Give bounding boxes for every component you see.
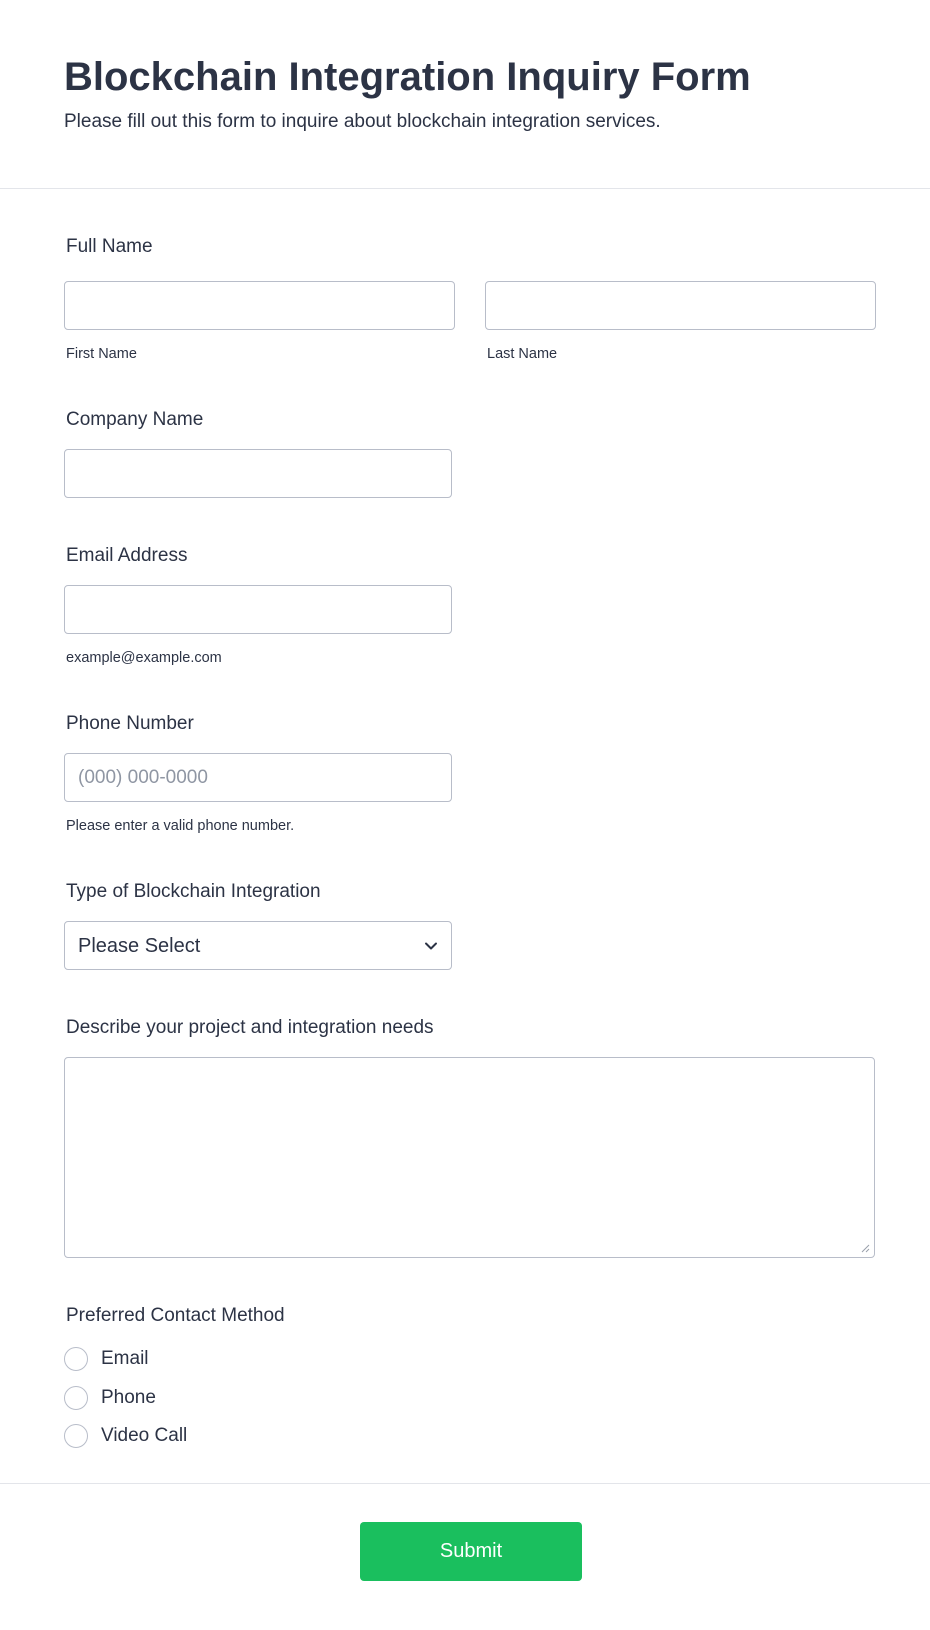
footer-divider <box>0 1483 930 1484</box>
form-header <box>0 0 930 189</box>
radio-label-email: Email <box>101 1348 149 1369</box>
phone-input[interactable] <box>64 753 452 802</box>
email-label: Email Address <box>66 545 188 566</box>
chevron-down-icon <box>424 939 438 953</box>
radio-option-video-call[interactable] <box>64 1423 364 1449</box>
phone-sublabel: Please enter a valid phone number. <box>66 818 295 834</box>
radio-label-video-call: Video Call <box>101 1425 188 1446</box>
form-title: Blockchain Integration Inquiry Form <box>64 55 751 99</box>
form-subtitle: Please fill out this form to inquire about blockchain integration services. <box>64 111 661 132</box>
submit-button[interactable]: Submit <box>360 1522 582 1581</box>
last-name-sublabel: Last Name <box>487 346 558 362</box>
company-name-input[interactable] <box>64 449 452 498</box>
email-sublabel: example@example.com <box>66 650 222 666</box>
radio-option-email[interactable] <box>64 1346 364 1372</box>
first-name-sublabel: First Name <box>66 346 137 362</box>
integration-type-select[interactable] <box>64 921 452 970</box>
integration-type-label: Type of Blockchain Integration <box>66 881 321 902</box>
phone-label: Phone Number <box>66 713 194 734</box>
resize-grip-icon[interactable] <box>860 1243 870 1253</box>
contact-method-label: Preferred Contact Method <box>66 1305 285 1326</box>
radio-circle-icon[interactable] <box>64 1424 88 1448</box>
radio-circle-icon[interactable] <box>64 1386 88 1410</box>
description-textarea[interactable] <box>64 1057 875 1258</box>
full-name-label: Full Name <box>66 236 153 257</box>
radio-label-phone: Phone <box>101 1387 156 1408</box>
company-name-label: Company Name <box>66 409 204 430</box>
integration-type-selected: Please Select <box>78 935 201 957</box>
description-label: Describe your project and integration needs <box>66 1017 434 1038</box>
first-name-input[interactable] <box>64 281 455 330</box>
radio-option-phone[interactable] <box>64 1385 364 1411</box>
email-input[interactable] <box>64 585 452 634</box>
radio-circle-icon[interactable] <box>64 1347 88 1371</box>
last-name-input[interactable] <box>485 281 876 330</box>
